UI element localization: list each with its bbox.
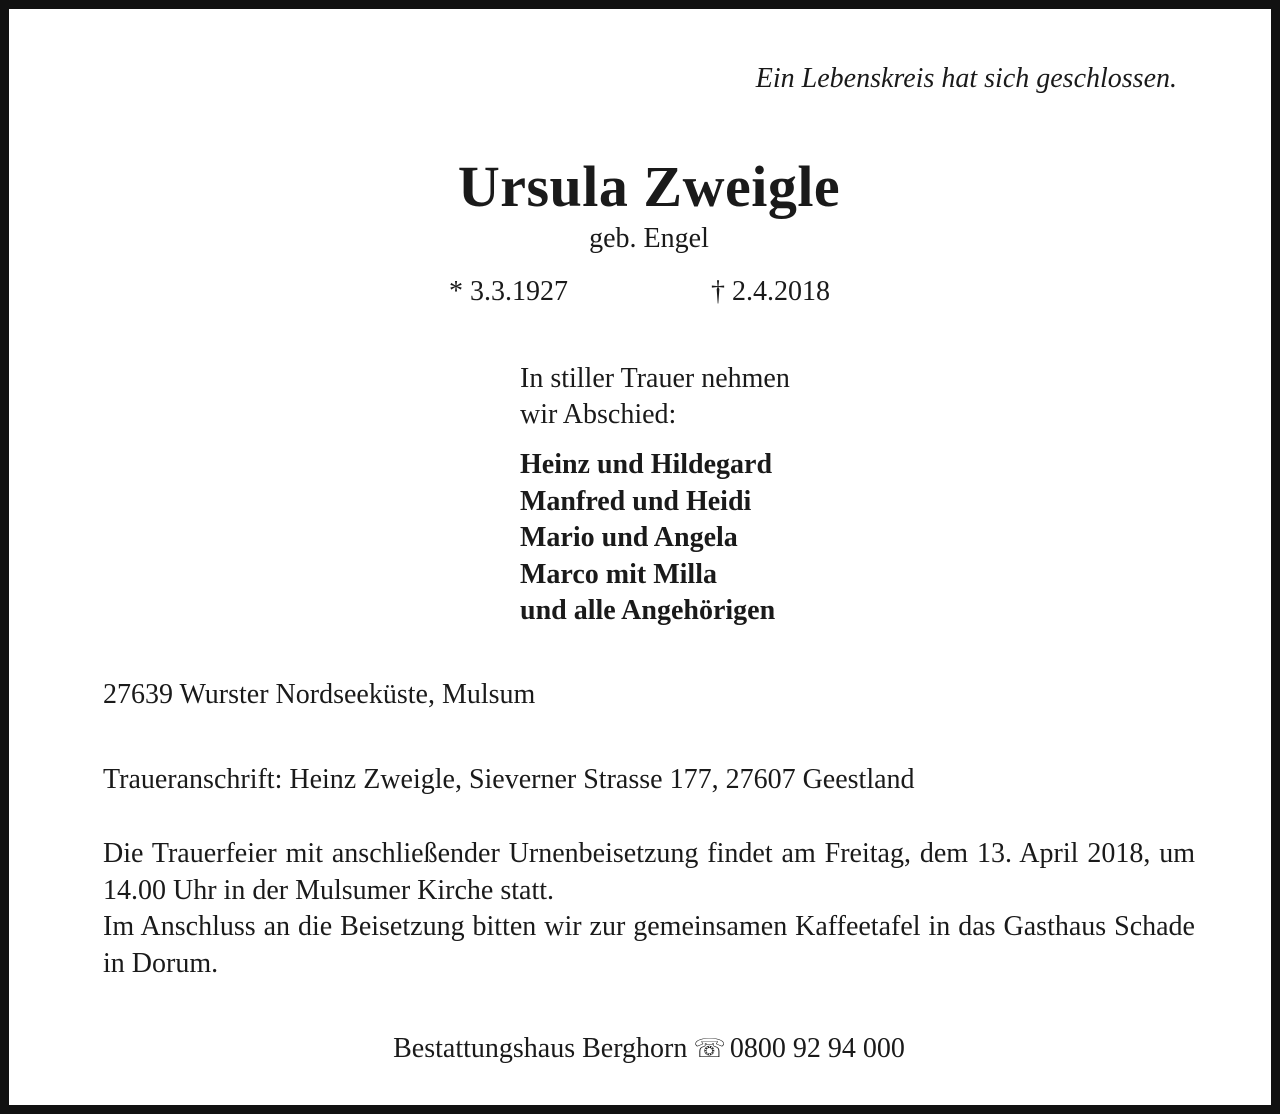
mourner: Marco mit Milla	[520, 558, 717, 590]
deceased-name: Ursula Zweigle	[457, 154, 841, 219]
motto: Ein Lebenskreis hat sich geschlossen.	[755, 63, 1177, 94]
funeral-home-line	[9, 1033, 1280, 1065]
maiden-name: geb. Engel	[589, 223, 709, 254]
mourners-list	[520, 447, 775, 630]
death-date: † 2.4.2018	[711, 276, 830, 307]
mourning-line: wir Abschied:	[520, 399, 677, 430]
birth-date: * 3.3.1927	[449, 276, 568, 307]
mourner: Manfred und Heidi	[520, 485, 752, 517]
telephone-icon: ☏	[693, 1034, 726, 1064]
location: 27639 Wurster Nordseeküste, Mulsum	[103, 679, 536, 710]
mourning-statement	[520, 361, 790, 433]
funeral-home-name: Bestattungshaus Berghorn	[393, 1033, 688, 1064]
mourning-line: In stiller Trauer nehmen	[520, 363, 790, 394]
mourner: Mario und Angela	[520, 522, 738, 553]
mourner: Heinz und Hildegard	[520, 449, 773, 480]
ceremony-text: Die Trauerfeier mit anschließender Urnenbeisetzung findet am Freitag, dem 13. April 2018, um 14.00 Uhr in der Mulsumer Kirche statt.	[103, 838, 1195, 906]
phone-number: 0800 92 94 000	[729, 1033, 905, 1064]
mourner: und alle Angehörigen	[520, 595, 776, 626]
reception-text: Im Anschluss an die Beisetzung bitten wir zur gemeinsamen Kaffeetafel in das Gasthaus Schade in Dorum.	[103, 911, 1195, 979]
mourning-address: Traueranschrift: Heinz Zweigle, Sieverner Strasse 177, 27607 Geestland	[103, 764, 915, 795]
